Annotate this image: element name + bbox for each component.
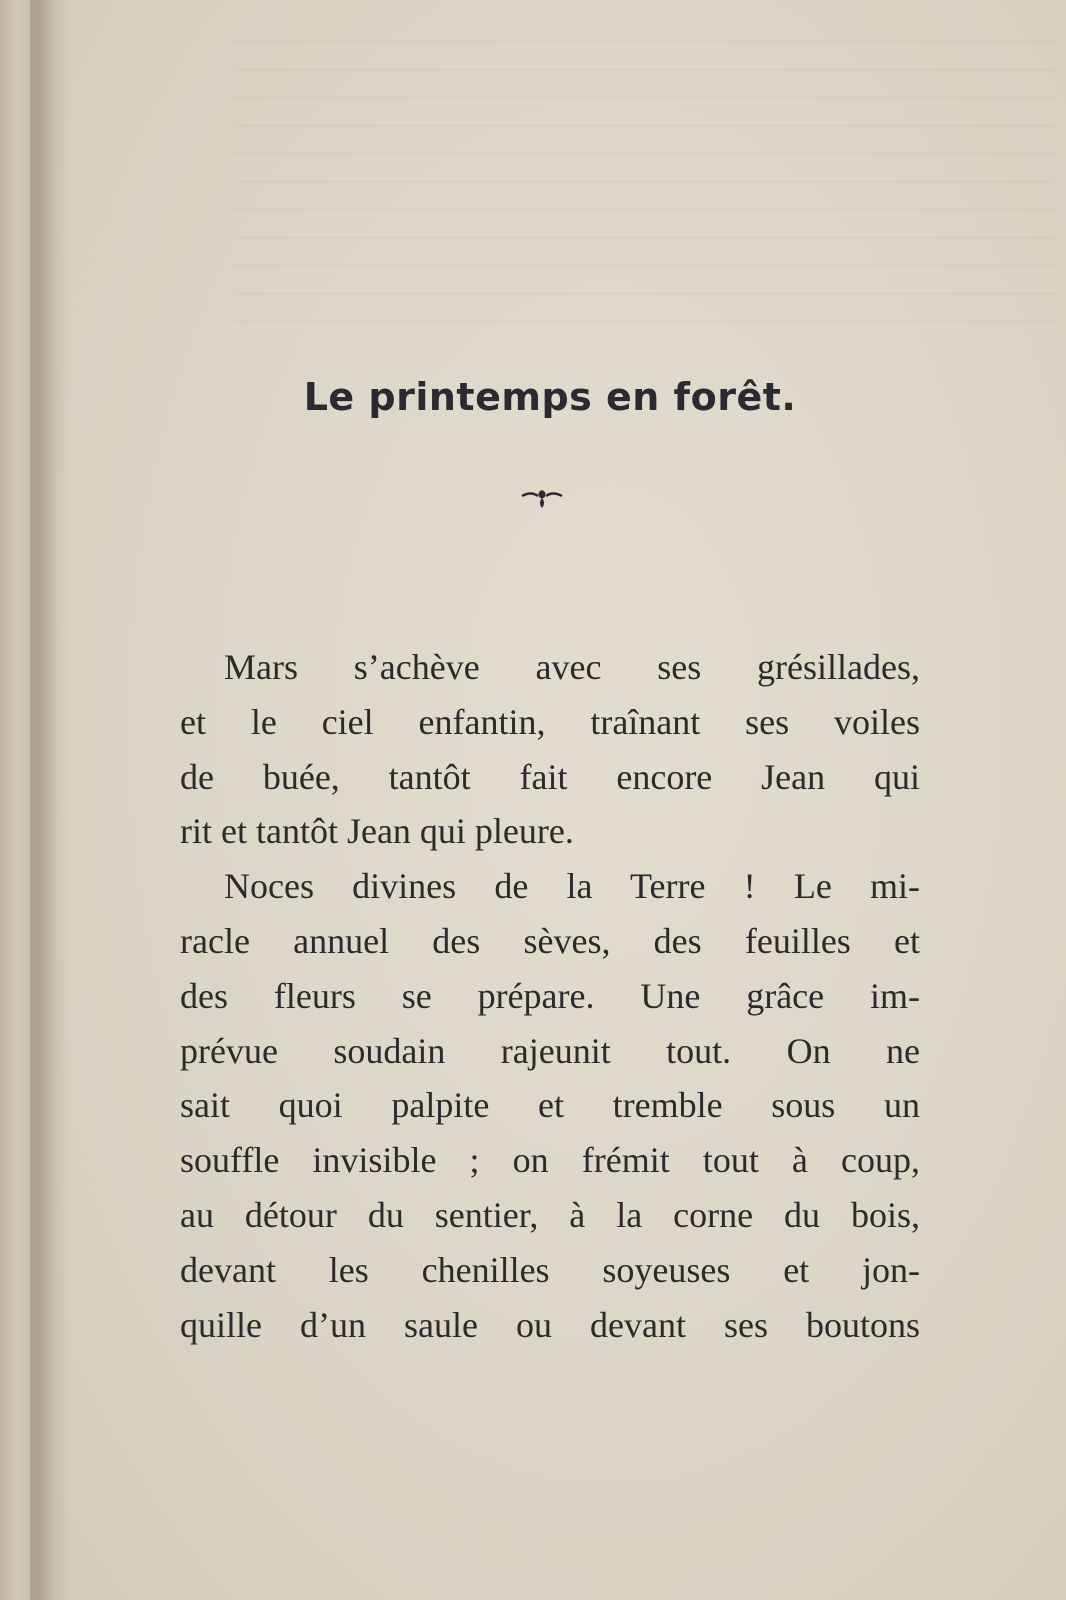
text-line: de buée, tantôt fait encore Jean qui <box>180 756 920 797</box>
text-line: et le ciel enfantin, traînant ses voiles <box>180 701 920 742</box>
text-line: prévue soudain rajeunit tout. On ne <box>180 1030 920 1071</box>
text-line: Mars s’achève avec ses grésillades, <box>224 647 920 687</box>
text-line: rit et tantôt Jean qui pleure. <box>180 811 574 852</box>
text-line: souffle invisible ; on frémit tout à coup, <box>180 1140 920 1181</box>
show-through-texture <box>235 40 1055 340</box>
fleuron-ornament-icon <box>520 484 564 510</box>
text-line: au détour du sentier, à la corne du bois, <box>180 1194 920 1235</box>
gutter-shadow <box>30 0 70 1600</box>
chapter-title: Le printemps en forêt. <box>303 375 797 419</box>
text-line: quille d’un saule ou devant ses boutons <box>180 1304 920 1345</box>
paragraph-1 <box>180 640 920 859</box>
body-text <box>180 640 920 1352</box>
text-line: racle annuel des sèves, des feuilles et <box>180 920 920 961</box>
text-line: Noces divines de la Terre ! Le mi- <box>224 866 920 907</box>
text-line: sait quoi palpite et tremble sous un <box>180 1085 920 1126</box>
text-line: des fleurs se prépare. Une grâce im- <box>180 975 920 1016</box>
paragraph-2 <box>180 859 920 1352</box>
text-line: devant les chenilles soyeuses et jon- <box>180 1249 920 1290</box>
